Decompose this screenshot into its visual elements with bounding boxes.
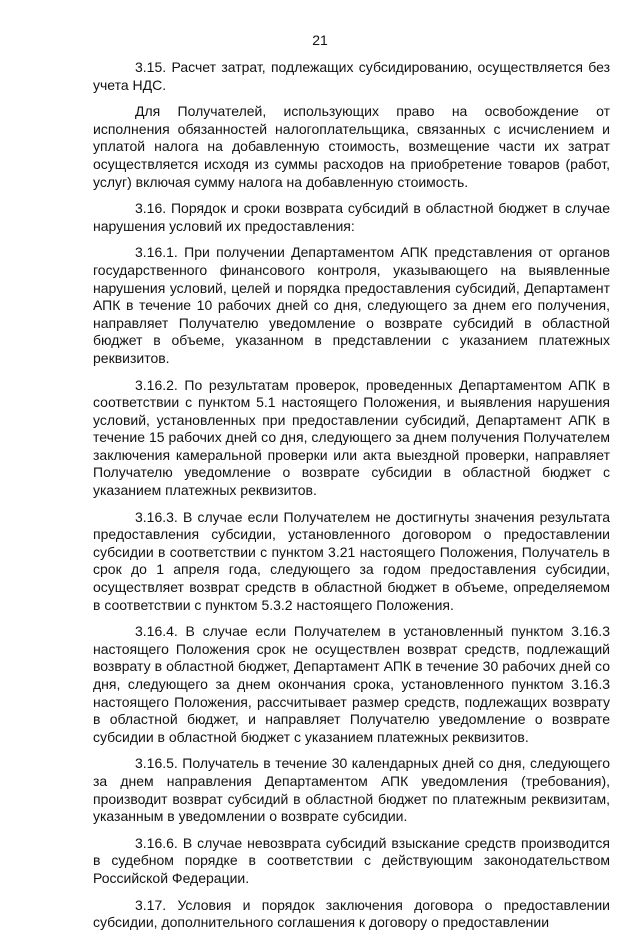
paragraph-3-16-6: 3.16.6. В случае невозврата субсидий взыскание средств производится в судебном порядке в соответствии с действующим законодательством Российской Федерации. <box>93 834 610 886</box>
paragraph-3-16-1: 3.16.1. При получении Департаментом АПК представления от органов государственного финансового контроля, указывающего на выявленные нарушения условий, целей и порядка предоставления субсидий, Департамент АПК в течение 10 рабочих дней со дня, следующего за днем его получения, направляет Получателю уведомление о возврате субсидий в областной бюджет в объеме, указанном в представлении с указанием платежных реквизитов. <box>93 244 610 366</box>
paragraph-vat-exemption: Для Получателей, использующих право на освобождение от исполнения обязанностей налогоплательщика, связанных с исчислением и уплатой налога на добавленную стоимость, возмещение части их затрат осуществляется исходя из суммы расходов на приобретение товаров (работ, услуг) включая сумму налога на добавленную стоимость. <box>93 103 610 190</box>
paragraph-3-15: 3.15. Расчет затрат, подлежащих субсидированию, осуществляется без учета НДС. <box>93 59 610 93</box>
paragraph-3-16-5: 3.16.5. Получатель в течение 30 календарных дней со дня, следующего за днем направления Департаментом АПК уведомления (требования), производит возврат субсидий в областной бюджет по платежным реквизитам, указанным в уведомлении о возврате субсидии. <box>93 755 610 825</box>
paragraph-3-16: 3.16. Порядок и сроки возврата субсидий в областной бюджет в случае нарушения условий их предоставления: <box>93 200 610 234</box>
page-number: 21 <box>312 32 328 48</box>
paragraph-3-16-2: 3.16.2. По результатам проверок, проведенных Департаментом АПК в соответствии с пунктом 5.1 настоящего Положения, и выявления нарушения условий, установленных при предоставлении субсидий, Департамент АПК в течение 15 рабочих дней со дня, следующего за днем получения Получателем заключения камеральной проверки или акта выездной проверки, направляет Получателю уведомление о возврате субсидии в областной бюджет с указанием платежных реквизитов. <box>93 376 610 499</box>
paragraph-3-16-3: 3.16.3. В случае если Получателем не достигнуты значения результата предоставления субсидии, установленного договором о предоставлении субсидии в соответствии с пунктом 3.21 настоящего Положения, Получатель в срок до 1 апреля года, следующего за годом предоставления субсидии, осуществляет возврат средств в областной бюджет в объеме, определяемом в соответствии с пунктом 5.3.2 настоящего Положения. <box>93 508 610 613</box>
document-body <box>93 59 610 932</box>
paragraph-3-17: 3.17. Условия и порядок заключения договора о предоставлении субсидии, дополнительного соглашения к договору о предоставлении <box>93 896 610 931</box>
paragraph-3-16-4: 3.16.4. В случае если Получателем в установленный пунктом 3.16.3 настоящего Положения срок не осуществлен возврат средств, подлежащий возврату в областной бюджет, Департамент АПК в течение 30 рабочих дней со дня, следующего за днем окончания срока, установленного пунктом 3.16.3 настоящего Положения, рассчитывает размер средств, подлежащих возврату в областной бюджет, и направляет Получателю уведомление о возврате субсидии в областной бюджет с указанием платежных реквизитов. <box>93 623 610 745</box>
